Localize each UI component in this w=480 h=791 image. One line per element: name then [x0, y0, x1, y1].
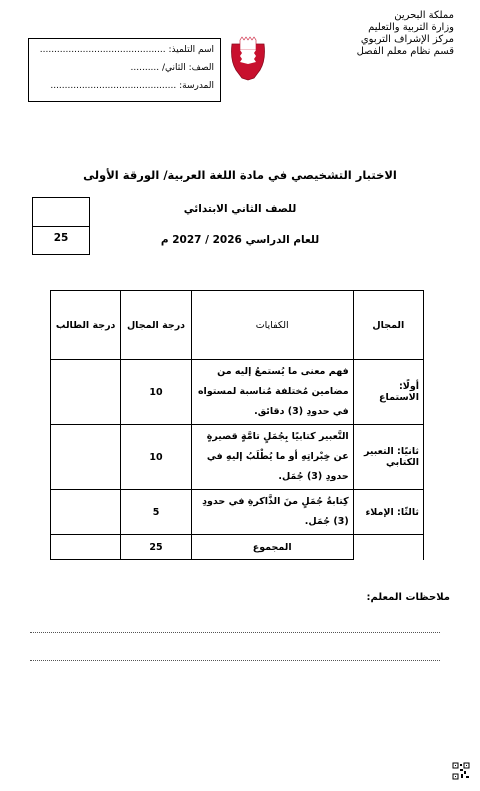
table-row [51, 360, 424, 425]
row-competency: كِتابةُ جُمَلٍ منَ الذَّاكرةِ في حدودِ (3) جُمَل. [191, 490, 353, 535]
notes-line[interactable] [30, 632, 440, 633]
header-competencies: الكفايات [191, 291, 353, 360]
row-student-grade[interactable] [51, 490, 121, 535]
table-row [51, 490, 424, 535]
row-competency: التَّعبير كتابيًا بِجُمَلٍ تامَّةٍ قصيرةٍ عن خِبْراتِهِ أو ما يُطْلَبُ إليهِ في حدودِ (3) جُمَل. [191, 425, 353, 490]
row-domain: أولًا: الاستماع [353, 360, 423, 425]
row-domain: ثالثًا: الإملاء [353, 490, 423, 535]
row-grade: 5 [121, 490, 191, 535]
score-total: 25 [53, 232, 69, 244]
ministry-line: مملكة البحرين [394, 10, 454, 21]
total-label: المجموع [191, 535, 353, 560]
row-competency: فهم معنى ما يُستمعُ إليه من مضامين مُختلفة مُناسبة لمستواه في حدودِ (3) دقائق. [191, 360, 353, 425]
row-grade: 10 [121, 425, 191, 490]
student-info-box [28, 38, 221, 102]
ministry-line: وزارة التربية والتعليم [368, 22, 454, 33]
ministry-line: قسم نظام معلم الفصل [356, 46, 454, 57]
teacher-notes-label: ملاحظات المعلم: [366, 592, 450, 603]
competencies-table [50, 290, 424, 560]
notes-line[interactable] [30, 660, 440, 661]
row-student-grade[interactable] [51, 360, 121, 425]
ministry-header [294, 10, 454, 58]
table-header-row [51, 291, 424, 360]
header-domain: المجال [353, 291, 423, 360]
exam-title: الاختبار التشخيصي في مادة اللغة العربية/ الورقة الأولى [83, 168, 397, 182]
table-row [51, 425, 424, 490]
total-value: 25 [121, 535, 191, 560]
exam-grade: للصف الثاني الابتدائي [183, 203, 297, 215]
row-domain: ثانيًا: التعبير الكتابي [353, 425, 423, 490]
row-student-grade[interactable] [51, 425, 121, 490]
header-domain-grade: درجة المجال [121, 291, 191, 360]
student-name-field[interactable]: اسم التلميذ: ............................................ [39, 45, 214, 55]
ministry-line: مركز الإشراف التربوي [360, 34, 454, 45]
exam-year: للعام الدراسي 2026 / 2027 م [160, 234, 320, 246]
qr-code-icon [452, 762, 470, 780]
student-school-field[interactable]: المدرسة: ............................................ [50, 81, 214, 91]
table-total-row [51, 535, 424, 560]
row-grade: 10 [121, 360, 191, 425]
student-class-field[interactable]: الصف: الثاني/ .......... [130, 63, 214, 73]
header-student-grade: درجة الطالب [51, 291, 121, 360]
bahrain-emblem-icon [228, 36, 268, 82]
score-box [32, 197, 90, 255]
